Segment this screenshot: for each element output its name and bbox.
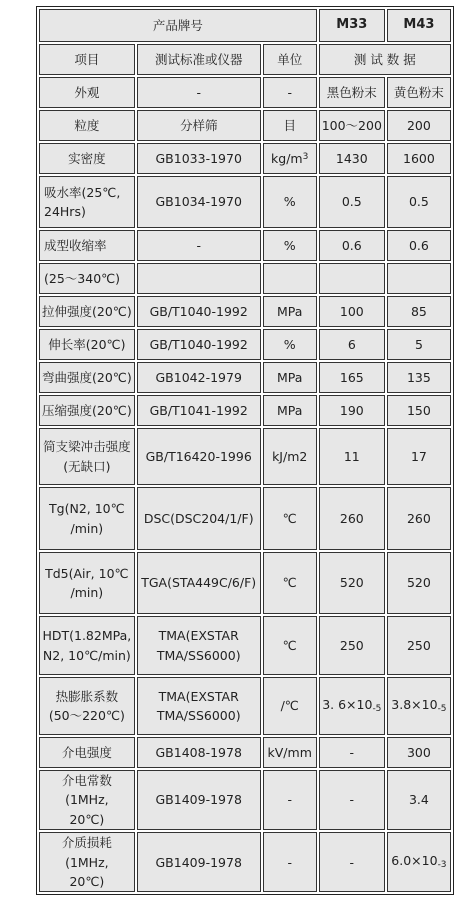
row-value-m43: 17 <box>387 428 451 485</box>
row-value-m43: 黄色粉末 <box>387 77 451 108</box>
row-unit: kV/mm <box>263 737 317 768</box>
row-value-m43 <box>387 677 451 735</box>
row-unit: 目 <box>263 110 317 141</box>
row-item: 简支梁冲击强度 (无缺口) <box>39 428 135 485</box>
row-value-m33: 黑色粉末 <box>319 77 385 108</box>
row-item: 介电强度 <box>39 737 135 768</box>
table-row <box>39 677 451 735</box>
row-item: 介质损耗(1MHz, 20℃) <box>39 832 135 892</box>
row-method: GB1033-1970 <box>137 143 261 174</box>
row-value-m33: 0.6 <box>319 230 385 261</box>
row-value-m33: 100～200 <box>319 110 385 141</box>
column-header-data: 测 试 数 据 <box>319 44 451 75</box>
table-row <box>39 230 451 261</box>
value-exponent: -3 <box>437 860 447 871</box>
row-value-m43: 1600 <box>387 143 451 174</box>
table-row <box>39 362 451 393</box>
row-value-m43: 135 <box>387 362 451 393</box>
row-value-m43: 260 <box>387 487 451 550</box>
row-item: 吸水率(25℃, 24Hrs) <box>39 176 135 228</box>
row-value-m43: 85 <box>387 296 451 327</box>
row-value-m33: 520 <box>319 552 385 614</box>
value-mantissa: 3. 6×10 <box>322 697 373 713</box>
table-row <box>39 296 451 327</box>
row-method: TMA(EXSTAR TMA/SS6000) <box>137 616 261 675</box>
value-mantissa: 3.8×10 <box>391 697 438 713</box>
row-unit: ℃ <box>263 616 317 675</box>
table-row <box>39 395 451 426</box>
row-method: GB/T1041-1992 <box>137 395 261 426</box>
row-value-m43: 5 <box>387 329 451 360</box>
row-value-m43: 200 <box>387 110 451 141</box>
row-value-m33: 250 <box>319 616 385 675</box>
row-method: GB1034-1970 <box>137 176 261 228</box>
row-item: HDT(1.82MPa, N2, 10℃/min) <box>39 616 135 675</box>
row-value-m43: 150 <box>387 395 451 426</box>
row-value-m33: 100 <box>319 296 385 327</box>
row-item: 拉伸强度(20℃) <box>39 296 135 327</box>
row-value-m33: 6 <box>319 329 385 360</box>
row-method: GB/T1040-1992 <box>137 296 261 327</box>
row-unit: % <box>263 176 317 228</box>
row-value-m43: 0.6 <box>387 230 451 261</box>
row-method: - <box>137 77 261 108</box>
row-method: GB/T16420-1996 <box>137 428 261 485</box>
row-item: 伸长率(20℃) <box>39 329 135 360</box>
row-value-m43: 300 <box>387 737 451 768</box>
row-unit: MPa <box>263 296 317 327</box>
row-item: 弯曲强度(20℃) <box>39 362 135 393</box>
row-method: GB1409-1978 <box>137 770 261 830</box>
row-unit: % <box>263 230 317 261</box>
row-method: GB1042-1979 <box>137 362 261 393</box>
row-method: - <box>137 230 261 261</box>
table-row <box>39 143 451 174</box>
value-exponent: -5 <box>372 704 382 715</box>
row-value-m43 <box>387 832 451 892</box>
unit-text: kg/m <box>271 150 303 166</box>
row-value-m33 <box>319 677 385 735</box>
row-value-m33: 190 <box>319 395 385 426</box>
row-method <box>137 263 261 294</box>
row-item: Td5(Air, 10℃ /min) <box>39 552 135 614</box>
row-value-m33: - <box>319 737 385 768</box>
grade-m43-header: M43 <box>387 9 451 42</box>
row-unit: % <box>263 329 317 360</box>
header-row-columns <box>39 44 451 75</box>
row-item: 粒度 <box>39 110 135 141</box>
row-method: DSC(DSC204/1/F) <box>137 487 261 550</box>
row-unit: - <box>263 77 317 108</box>
table-row <box>39 263 451 294</box>
row-item: 介电常数(1MHz, 20℃) <box>39 770 135 830</box>
row-unit: kJ/m2 <box>263 428 317 485</box>
table-row <box>39 329 451 360</box>
row-value-m33 <box>319 263 385 294</box>
row-value-m43: 3.4 <box>387 770 451 830</box>
row-method: GB1408-1978 <box>137 737 261 768</box>
row-item: (25～340℃) <box>39 263 135 294</box>
row-value-m43: 250 <box>387 616 451 675</box>
row-method: TGA(STA449C/6/F) <box>137 552 261 614</box>
row-value-m33: - <box>319 832 385 892</box>
product-grade-label: 产品牌号 <box>39 9 317 42</box>
row-item: 实密度 <box>39 143 135 174</box>
row-method: GB/T1040-1992 <box>137 329 261 360</box>
row-value-m33: - <box>319 770 385 830</box>
row-item: 成型收缩率 <box>39 230 135 261</box>
row-value-m43: 0.5 <box>387 176 451 228</box>
column-header-unit: 单位 <box>263 44 317 75</box>
row-unit: MPa <box>263 362 317 393</box>
row-value-m33: 1430 <box>319 143 385 174</box>
table-row <box>39 176 451 228</box>
row-unit: - <box>263 770 317 830</box>
table-row <box>39 737 451 768</box>
table-row <box>39 616 451 675</box>
table-row <box>39 770 451 830</box>
table-row <box>39 428 451 485</box>
table-row <box>39 77 451 108</box>
value-exponent: -5 <box>437 704 447 715</box>
row-unit: MPa <box>263 395 317 426</box>
row-value-m33: 11 <box>319 428 385 485</box>
value-mantissa: 6.0×10 <box>391 853 438 869</box>
row-unit: - <box>263 832 317 892</box>
row-unit: /℃ <box>263 677 317 735</box>
row-item: 热膨胀系数 (50～220℃) <box>39 677 135 735</box>
row-method: 分样筛 <box>137 110 261 141</box>
grade-m33-header: M33 <box>319 9 385 42</box>
table-row <box>39 110 451 141</box>
row-value-m43: 520 <box>387 552 451 614</box>
row-item: 外观 <box>39 77 135 108</box>
table-row <box>39 487 451 550</box>
table-row <box>39 832 451 892</box>
row-item: Tg(N2, 10℃ /min) <box>39 487 135 550</box>
row-value-m33: 0.5 <box>319 176 385 228</box>
row-unit: ℃ <box>263 487 317 550</box>
row-unit <box>263 263 317 294</box>
row-method: TMA(EXSTAR TMA/SS6000) <box>137 677 261 735</box>
column-header-item: 项目 <box>39 44 135 75</box>
row-value-m43 <box>387 263 451 294</box>
header-row-grades <box>39 9 451 42</box>
row-method: GB1409-1978 <box>137 832 261 892</box>
column-header-method: 测试标准或仪器 <box>137 44 261 75</box>
unit-superscript: 3 <box>302 151 309 162</box>
row-unit: ℃ <box>263 552 317 614</box>
properties-table <box>36 6 454 895</box>
row-value-m33: 165 <box>319 362 385 393</box>
row-item: 压缩强度(20℃) <box>39 395 135 426</box>
table-row <box>39 552 451 614</box>
row-unit <box>263 143 317 174</box>
row-value-m33: 260 <box>319 487 385 550</box>
